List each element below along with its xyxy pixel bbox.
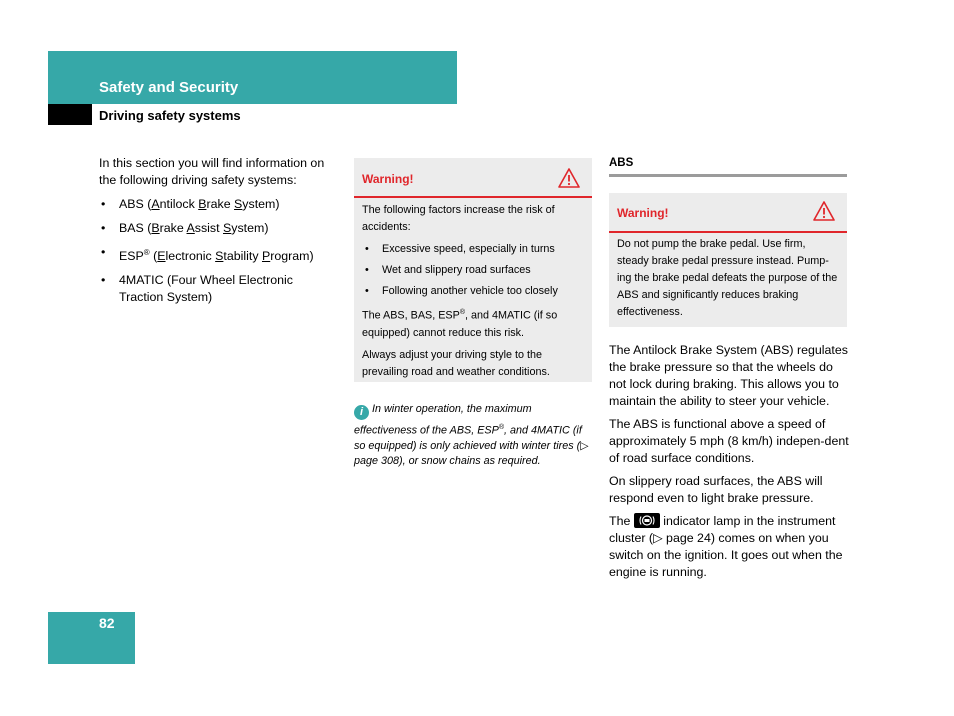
risk-factor-list (362, 241, 584, 300)
warning-paragraph: Always adjust your driving style to the prevailing road and weather conditions. (362, 348, 550, 378)
warning-divider (354, 196, 592, 198)
warning-divider (609, 231, 847, 233)
page-ref-arrow: ▷ (580, 439, 589, 452)
list-item: • Excessive speed, especially in turns (362, 241, 584, 258)
list-item-4matic: • 4MATIC (Four Wheel Electronic Traction System) (99, 272, 339, 306)
list-item-bas: • BAS (Brake Assist System) (99, 220, 339, 237)
warning-box-abs (609, 193, 847, 327)
abs-paragraph: The indicator lamp in the instrument cluster (▷ page 24) comes on when you switch on the ignition. It goes out when the engine is running. (609, 514, 843, 579)
warning-body (362, 202, 584, 386)
info-icon: i (354, 405, 369, 420)
intro-text: In this section you will find information on the following driving safety systems: (99, 156, 325, 187)
warning-title: Warning! (617, 206, 669, 220)
winter-note: i In winter operation, the maximum effectiveness of the ABS, ESP®, and 4MATIC (if so equipped) is only achieved with winter tires (▷ page 308), or snow chains as required. (354, 403, 589, 467)
abs-lamp-icon (634, 513, 660, 528)
page-number: 82 (99, 615, 115, 631)
list-item-esp: • ESP® (Electronic Stability Program) (99, 244, 339, 265)
abs-paragraph: The ABS is functional above a speed of approximately 5 mph (8 km/h) indepen-dent of road surface conditions. (609, 417, 849, 465)
warning-paragraph: The ABS, BAS, ESP®, and 4MATIC (if so equipped) cannot reduce this risk. (362, 309, 558, 339)
warning-body (617, 236, 839, 326)
page-number-box (48, 612, 135, 664)
abs-paragraph: The Antilock Brake System (ABS) regulates the brake pressure so that the wheels do not lock during braking. This allows you to maintain the ability to steer your vehicle. (609, 343, 848, 408)
heading-rule (609, 174, 847, 177)
warning-triangle-icon (558, 168, 580, 188)
systems-list (99, 196, 339, 306)
abs-column (609, 342, 849, 587)
header-marker (48, 104, 92, 125)
warning-triangle-icon (813, 201, 835, 221)
warning-box-accident-risk (354, 158, 592, 382)
section-title: Safety and Security (99, 79, 239, 96)
warning-paragraph: Do not pump the brake pedal. Use firm, steady brake pedal pressure instead. Pump-ing the brake pedal defeats the purpose of the ABS and significantly reduces braking effectiveness. (617, 238, 838, 318)
abs-heading: ABS (609, 157, 634, 169)
list-item: • Wet and slippery road surfaces (362, 262, 584, 279)
subsection-title: Driving safety systems (99, 108, 241, 123)
list-item: • Following another vehicle too closely (362, 283, 584, 300)
list-item-abs: • ABS (Antilock Brake System) (99, 196, 339, 213)
intro-column (99, 155, 339, 313)
page-ref-arrow: ▷ (653, 531, 663, 545)
header-band (48, 51, 457, 104)
abs-paragraph: On slippery road surfaces, the ABS will respond even to light brake pressure. (609, 474, 823, 505)
warning-title: Warning! (362, 172, 414, 186)
warning-intro: The following factors increase the risk of accidents: (362, 204, 555, 233)
